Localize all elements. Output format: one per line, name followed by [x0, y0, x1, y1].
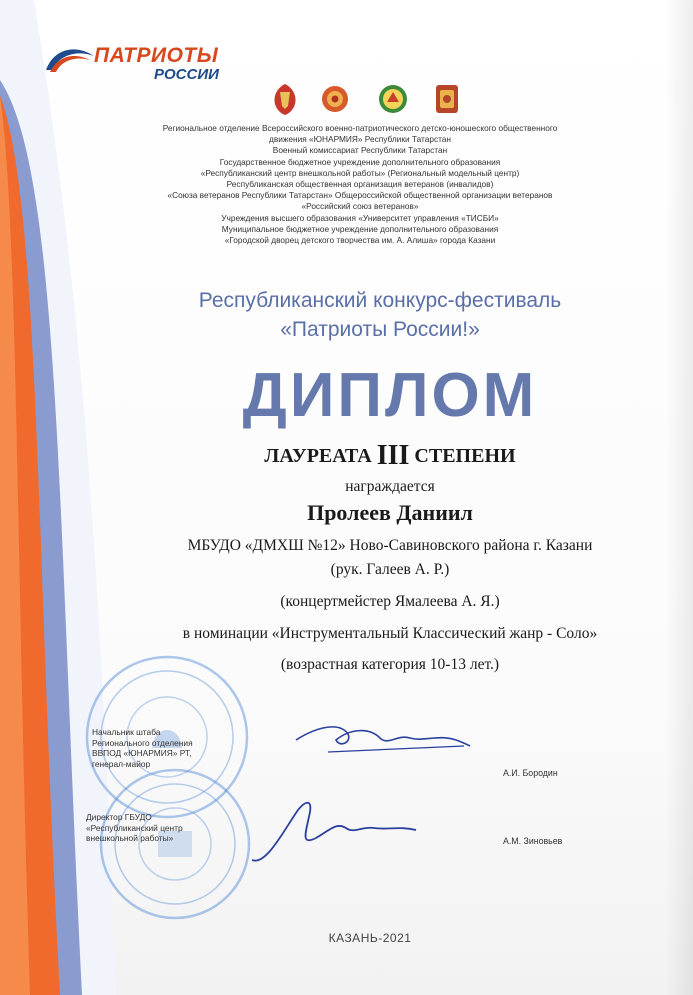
city-year: КАЗАНЬ-2021 [328, 931, 412, 945]
organizers-list [120, 123, 600, 246]
recipient-name: Пролеев Даниил [307, 500, 473, 525]
organizer-line: Республиканская общественная организация ветеранов (инвалидов) [226, 179, 494, 190]
age-category-line: (возрастная категория 10-13 лет.) [280, 656, 500, 673]
school-line: МБУДО «ДМХШ №12» Ново-Савиновского района г. Казани [187, 537, 593, 554]
degree-number: III [376, 440, 410, 471]
organizer-line: Муниципальное бюджетное учреждение дополнительного образования [221, 223, 499, 234]
rcvr-stamp-seal [96, 765, 254, 923]
organizer-line: Региональное отделение Всероссийского военно-патриотического детско-юношеского общественного [162, 123, 558, 133]
degree-label: СТЕПЕНИ [414, 445, 516, 467]
signature-zinovyev [240, 790, 440, 870]
logo-text-line2: РОССИИ [154, 66, 219, 83]
organizer-line: Учреждения высшего образования «Университет управления «ТИСБИ» [221, 212, 499, 223]
contest-title-line1: Республиканский конкурс-фестиваль [198, 289, 562, 312]
organizer-line: Военный комиссариат Республики Татарстан [272, 145, 448, 156]
signatory-2-name: А.М. Зиновьев [503, 836, 563, 846]
organizer-line: «Российский союз ветеранов» [301, 201, 419, 212]
contest-title [90, 286, 670, 344]
logo-text-line1: ПАТРИОТЫ [94, 44, 219, 67]
organizer-line: «Республиканский центр внешкольной работы» (Региональный модельный центр) [200, 167, 520, 178]
tatarstan-emblem-icon [431, 82, 463, 116]
round-emblem-icon [319, 82, 351, 116]
accompanist-line: (концертмейстер Ямалеева А. Я.) [280, 593, 500, 610]
organizer-line: движения «ЮНАРМИЯ» Республики Татарстан [268, 134, 452, 145]
signatory-1-name: А.И. Бородин [503, 768, 558, 778]
organizer-line: «Союза ветеранов Республики Татарстан» Общероссийской общественной организации ветеранов [167, 190, 553, 201]
organizer-line: «Городской дворец детского творчества им. А. Алиша» города Казани [224, 235, 496, 246]
laureate-label: ЛАУРЕАТА [264, 445, 372, 467]
partner-emblems [265, 82, 475, 118]
laureate-degree [180, 440, 600, 472]
nomination-line: в номинации «Инструментальный Классический жанр - Соло» [182, 625, 598, 642]
arch-swoosh-icon [44, 42, 96, 74]
contest-title-line2: «Патриоты России!» [280, 318, 480, 341]
page-shadow-edge [665, 0, 693, 995]
signature-borodin [288, 712, 478, 762]
teacher-line: (рук. Галеев А. Р.) [330, 561, 450, 578]
awarded-label: награждается [345, 478, 435, 495]
veterans-emblem-icon [377, 82, 409, 116]
signatory-1-title: Начальник штаба Регионального отделения ВВПОД «ЮНАРМИЯ» РТ, генерал-майор [92, 727, 193, 769]
diploma-title: ДИПЛОМ [242, 361, 538, 430]
patriots-logo [44, 40, 244, 86]
signatory-2-title: Директор ГБУДО «Республиканский центр внешкольной работы» [86, 812, 183, 843]
organizer-line: Государственное бюджетное учреждение дополнительного образования [219, 156, 501, 167]
yunarmiya-emblem-icon [269, 82, 301, 116]
